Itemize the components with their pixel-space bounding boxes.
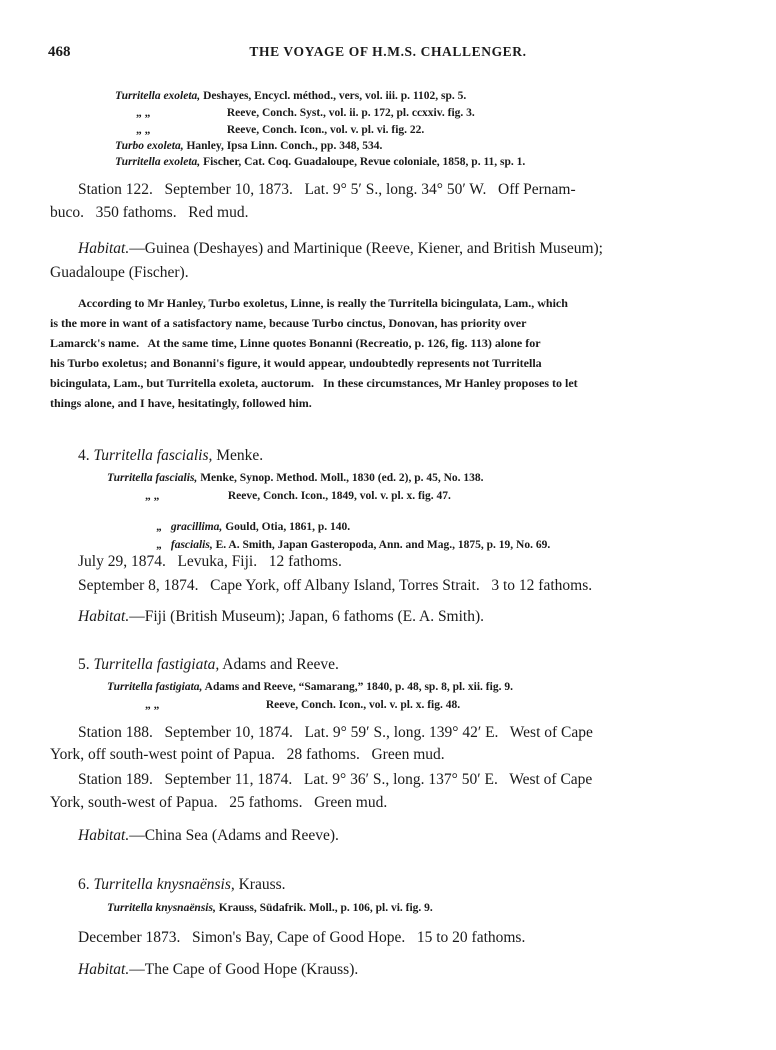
station-record bbox=[78, 181, 728, 199]
synonymy-text: Reeve, Conch. Syst., vol. ii. p. 172, pl. ccxxiv. fig. 3. bbox=[224, 107, 475, 119]
species-heading bbox=[78, 447, 263, 465]
species-number: 4. bbox=[78, 447, 90, 464]
note-line: bicingulata, Lam., but Turritella exoleta, auctorum. In these circumstances, Mr Hanley proposes to let bbox=[50, 376, 578, 390]
station-record: Station 188. September 10, 1874. Lat. 9° 59′ S., long. 139° 42′ E. West of Cape bbox=[78, 724, 593, 741]
habitat-line bbox=[78, 961, 358, 979]
synonymy-text: Reeve, Conch. Icon., vol. v. pl. x. fig. 48. bbox=[263, 699, 461, 711]
ditto-mark: „ „ bbox=[136, 107, 151, 119]
synonymy-lead: Turritella fascialis, bbox=[107, 472, 198, 484]
synonymy-lead: Turritella knysnaënsis, bbox=[107, 902, 216, 914]
habitat-label: Habitat. bbox=[78, 240, 130, 257]
synonymy-lead: Turritella fastigiata, bbox=[107, 681, 203, 693]
synonymy-text: Reeve, Conch. Icon., 1849, vol. v. pl. x. fig. 47. bbox=[225, 490, 451, 502]
synonymy-lead: „ fascialis, bbox=[156, 539, 213, 551]
page-number: 468 bbox=[48, 44, 71, 60]
species-author: Adams and Reeve. bbox=[219, 656, 339, 673]
synonymy-line bbox=[107, 902, 433, 914]
synonymy-line bbox=[136, 107, 475, 119]
note-line: things alone, and I have, hesitatingly, followed him. bbox=[50, 396, 312, 410]
species-number: 5. bbox=[78, 656, 90, 673]
station-line: buco. 350 fathoms. Red mud. bbox=[50, 204, 249, 221]
station-record: December 1873. Simon's Bay, Cape of Good Hope. 15 to 20 fathoms. bbox=[78, 929, 526, 946]
habitat-label: Habitat. bbox=[78, 608, 130, 625]
synonymy-line bbox=[136, 124, 424, 136]
synonymy-text: Adams and Reeve, “Samarang,” 1840, p. 48, sp. 8, pl. xii. fig. 9. bbox=[202, 681, 513, 693]
habitat-label: Habitat. bbox=[78, 827, 130, 844]
species-name: Turritella fastigiata, bbox=[93, 656, 220, 673]
synonymy-lead: Turritella exoleta, bbox=[115, 90, 201, 102]
species-name: Turritella fascialis, bbox=[93, 447, 213, 464]
habitat-text: Guadaloupe (Fischer). bbox=[50, 264, 189, 281]
habitat-text: —Fiji (British Museum); Japan, 6 fathoms (E. A. Smith). bbox=[129, 608, 485, 625]
ditto-mark: „ „ bbox=[145, 699, 160, 711]
habitat-line bbox=[50, 264, 189, 282]
species-author: Menke. bbox=[212, 447, 264, 464]
synonymy-line bbox=[107, 472, 484, 484]
synonymy-line bbox=[115, 90, 466, 102]
running-title: THE VOYAGE OF H.M.S. CHALLENGER. bbox=[249, 44, 527, 59]
synonymy-lead: „ gracillima, bbox=[156, 521, 223, 533]
synonymy-text: Reeve, Conch. Icon., vol. v. pl. vi. fig. 22. bbox=[224, 124, 425, 136]
habitat-line bbox=[78, 608, 484, 626]
station-record: York, south-west of Papua. 25 fathoms. Green mud. bbox=[50, 794, 388, 811]
station-record: Station 189. September 11, 1874. Lat. 9° 36′ S., long. 137° 50′ E. West of Cape bbox=[78, 771, 593, 788]
ditto-mark: „ „ bbox=[136, 124, 151, 136]
station-line: Station 122. September 10, 1873. Lat. 9° 5′ S., long. 34° 50′ W. Off Pernam- bbox=[78, 181, 576, 198]
synonymy-line bbox=[107, 681, 513, 693]
note-line: Lamarck's name. At the same time, Linne quotes Bonanni (Recreatio, p. 126, fig. 113) alone for bbox=[50, 336, 541, 350]
station-record: July 29, 1874. Levuka, Fiji. 12 fathoms. bbox=[78, 553, 342, 570]
synonymy-text: Gould, Otia, 1861, p. 140. bbox=[222, 521, 351, 533]
synonymy-text: Fischer, Cat. Coq. Guadaloupe, Revue coloniale, 1858, p. 11, sp. 1. bbox=[200, 156, 526, 168]
species-heading bbox=[78, 656, 339, 674]
synonymy-lead: Turritella exoleta, bbox=[115, 156, 201, 168]
synonymy-line bbox=[145, 490, 451, 502]
synonymy-lead: Turbo exoleta, bbox=[115, 140, 184, 152]
page-header bbox=[48, 44, 728, 64]
synonymy-text: Deshayes, Encycl. méthod., vers, vol. iii. p. 1102, sp. 5. bbox=[200, 90, 467, 102]
habitat-text: —The Cape of Good Hope (Krauss). bbox=[129, 961, 359, 978]
habitat-label: Habitat. bbox=[78, 961, 130, 978]
note-line: is the more in want of a satisfactory name, because Turbo cinctus, Donovan, has priority over bbox=[50, 316, 527, 330]
note-line: According to Mr Hanley, Turbo exoletus, Linne, is really the Turritella bicingulata, Lam., which bbox=[78, 296, 568, 310]
habitat-line bbox=[78, 240, 603, 258]
station-record: September 8, 1874. Cape York, off Albany Island, Torres Strait. 3 to 12 fathoms. bbox=[78, 577, 593, 594]
synonymy-line bbox=[145, 699, 460, 711]
station-record bbox=[50, 204, 248, 222]
note-line: his Turbo exoletus; and Bonanni's figure, it would appear, undoubtedly represents not Turritella bbox=[50, 356, 542, 370]
synonymy-line bbox=[115, 140, 382, 152]
synonymy-text: E. A. Smith, Japan Gasteropoda, Ann. and Mag., 1875, p. 19, No. 69. bbox=[212, 539, 551, 551]
ditto-mark: „ „ bbox=[145, 490, 160, 502]
synonymy-text: Menke, Synop. Method. Moll., 1830 (ed. 2), p. 45, No. 138. bbox=[197, 472, 484, 484]
species-number: 6. bbox=[78, 876, 90, 893]
synonymy-text: Hanley, Ipsa Linn. Conch., pp. 348, 534. bbox=[183, 140, 383, 152]
synonymy-text: Krauss, Südafrik. Moll., p. 106, pl. vi. fig. 9. bbox=[215, 902, 433, 914]
habitat-line bbox=[78, 827, 339, 845]
species-author: Krauss. bbox=[234, 876, 286, 893]
synonymy-line bbox=[115, 156, 525, 168]
habitat-text: —Guinea (Deshayes) and Martinique (Reeve, Kiener, and British Museum); bbox=[129, 240, 603, 257]
station-record: York, off south-west point of Papua. 28 fathoms. Green mud. bbox=[50, 746, 445, 763]
habitat-text: —China Sea (Adams and Reeve). bbox=[129, 827, 339, 844]
species-heading bbox=[78, 876, 286, 894]
species-name: Turritella knysnaënsis, bbox=[93, 876, 235, 893]
